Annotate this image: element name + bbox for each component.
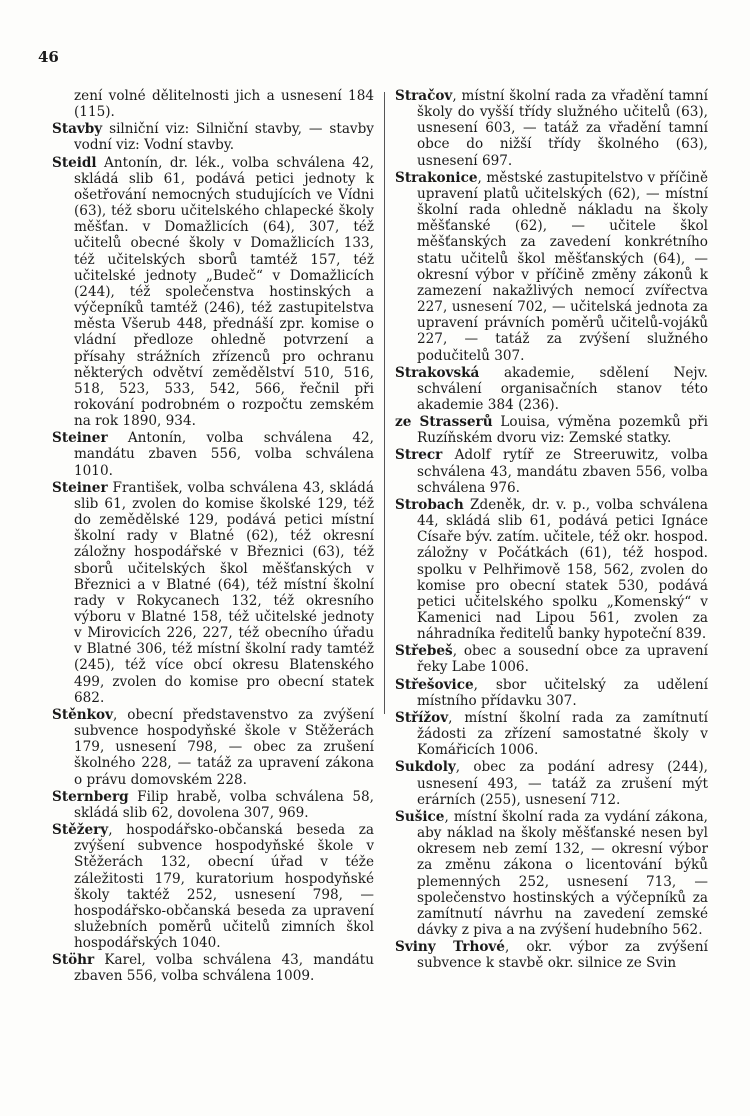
entry-text: silniční viz: Silniční stavby, — stavby vodní viz: Vodní stavby. [74, 121, 374, 154]
entry-headword: Steidl [52, 154, 97, 171]
entry-text: , místní školní rada za vydání zákona, aby náklad na školy měšťanské nesen byl okresem neb zemí 132, — okresní výbor za změnu zákona o licentování býků plemenných 252, usnesení 713, — společenstvo hostinských a výčepníků za zamítnutí návrhu na zavedení zemské dávky z piva a na zvýšení hudebního 562. [417, 808, 708, 938]
left-column [52, 88, 374, 986]
index-entry [395, 677, 708, 709]
entry-headword: Steiner [52, 479, 108, 496]
entry-text: , hospodářsko-občanská beseda za zvýšení subvence hospodyňské škole v Stěžerách 132, obecní úřad v téže záležitosti 179, kuratorium hospodyňské školy taktéž 252, usnesení 798, — hospodářsko-občanská beseda za upravení služebních poměrů učitelů zimních škol hospodářských 1040. [74, 822, 374, 952]
entry-headword: Steiner [52, 430, 108, 447]
entry-headword: Stavby [52, 121, 103, 138]
right-column [395, 88, 708, 972]
page-number: 46 [38, 48, 59, 66]
entry-headword: Strecr [395, 447, 443, 464]
entry-headword: Sukdoly [395, 759, 456, 776]
entry-headword: Stěnkov [52, 706, 114, 723]
index-entry [52, 121, 374, 153]
index-entry [52, 155, 374, 430]
entry-text: Filip hrabě, volba schválena 58, skládá slib 62, dovolena 307, 969. [74, 788, 374, 821]
entry-text: František, volba schválena 43, skládá slib 61, zvolen do komise školské 129, též do zemědělské 129, podává petici místní školní rady v Blatné (62), též okresní záložny hospodářské v Březnici (63), též sborů učitelských škol měšťanských v Březnici a v Blatné (64), též místní školní rady v Rokycanech 132, též okresního výboru v Blatné 158, též učitelské jednoty v Mirovicích 226, 227, též obecního úřadu v Blatné 306, též místní školní rady tamtéž (245), též více obcí okresu Blatenského 499, zvolen do komise pro obecní statek 682. [74, 479, 374, 706]
index-entry [395, 643, 708, 675]
entry-text: , místní školní rada za vřadění tamní školy do vyšší třídy služného učitelů (63), usnesení 603, — tatáž za vřadění tamní obce do nižší třídy školného (63), usnesení 697. [417, 88, 708, 169]
index-entry [52, 88, 374, 120]
entry-text: Antonín, dr. lék., volba schválena 42, skládá slib 61, podává petici jednoty k ošetřování nemocných studujících ve Vídni (63), též sboru učitelského chlapecké školy měšťan. v Domažlicích (64), 307, též učitelů obecné školy v Domažlicích 133, též učitelských sborů tamtéž 157, též učitelské jednoty „Budeč“ v Domažlicích (244), též společenstva hostinských a výčepníků tamtéž (246), též zastupitelstva města Všerub 448, přednáší zpr. komise o vládní předloze ohledně potvrzení a přísahy strážních zřízenců pro ochranu některých odvětví zemědělství 510, 516, 518, 523, 533, 542, 566, řečnil při rokování podrobném o rozpočtu zemském na rok 1890, 934. [74, 154, 374, 430]
entry-headword: Stöhr [52, 952, 95, 969]
index-entry [52, 789, 374, 821]
entry-text: , obec a sousední obce za upravení řeky Labe 1006. [417, 643, 708, 676]
index-entry [395, 365, 708, 413]
index-entry [395, 497, 708, 642]
entry-headword: Střešovice [395, 676, 474, 693]
entry-text: Zdeněk, dr. v. p., volba schválena 44, skládá slib 61, podává petici Ignáce Císaře býv. zatím. učitele, též okr. hospod. záložny v Počátkách (61), též hospod. spolku v Pelhřimově 158, 562, zvolen do komise pro obecní statek 530, podává petici učitelského spolku „Komenský“ v Kamenici nad Lipou 561, zvolen za náhradníka ředitelů banky hypoteční 839. [417, 496, 708, 643]
entry-headword: Sternberg [52, 788, 129, 805]
index-entry [52, 480, 374, 706]
entry-headword: Strakovská [395, 364, 480, 381]
entry-headword: Strobach [395, 496, 464, 513]
entry-headword: Sviny Trhové [395, 939, 505, 956]
entry-text: zení volné dělitelnosti jich a usnesení 184 (115). [74, 88, 374, 121]
entry-text: , okr. výbor za zvýšení subvence k stavbě okr. silnice ze Svin [417, 939, 708, 972]
index-entry [395, 710, 708, 758]
entry-headword: ze Strasserů [395, 414, 493, 431]
entry-text: , obec za podání adresy (244), usnesení 493, — tatáž za zrušení mýt erárních (255), usnesení 712. [417, 759, 708, 808]
entry-text: Antonín, volba schválena 42, mandátu zbaven 556, volba schválena 1010. [74, 430, 374, 479]
index-entry [395, 447, 708, 495]
entry-headword: Stračov [395, 88, 453, 104]
entry-text: , sbor učitelský za udělení místního přídavku 307. [417, 676, 708, 709]
entry-text: , obecní představenstvo za zvýšení subvence hospodyňské škole v Stěžerách 179, usnesení 798, — obec za zrušení školného 228, — tatáž za upravení zákona o právu domovském 228. [74, 706, 374, 788]
index-entry [52, 952, 374, 984]
entry-text: Karel, volba schválena 43, mandátu zbaven 556, volba schválena 1009. [74, 952, 374, 985]
index-entry [395, 939, 708, 971]
column-divider [384, 92, 385, 714]
entry-headword: Sušice [395, 808, 445, 825]
index-entry [52, 430, 374, 478]
entry-text: , místní školní rada za zamítnutí žádosti za zřízení samostatné školy v Komářicích 1006. [417, 709, 708, 759]
index-entry [52, 822, 374, 951]
entry-text: akademie, sdělení Nejv. schválení organisačních stanov této akademie 384 (236). [417, 364, 708, 413]
entry-text: Louisa, výměna pozemků při Ruzíňském dvoru viz: Zemské statky. [417, 414, 708, 447]
entry-text: , městské zastupitelstvo v příčině upravení platů učitelských (62), — místní školní rada ohledně nákladu na školy měšťanské (62), — učitele škol měšťanských za zavedení konkrétního statu učitelů škol měšťanských (64), — okresní výbor v příčině změny zákonů k zamezení nakažlivých nemocí zvířectva 227, usnesení 702, — učitelská jednota za upravení právních poměrů učitelů-vojáků 227, — tatáž za zvýšení služného podučitelů 307. [417, 169, 708, 364]
index-entry [395, 88, 708, 169]
entry-headword: Strakonice [395, 169, 478, 186]
index-entry [395, 170, 708, 364]
index-entry [52, 707, 374, 788]
entry-text: Adolf rytíř ze Streeruwitz, volba schválena 43, mandátu zbaven 556, volba schválena 976. [417, 447, 708, 496]
entry-headword: Střebeš [395, 643, 453, 660]
index-entry [395, 414, 708, 446]
entry-headword: Stěžery [52, 822, 109, 839]
entry-headword: Střížov [395, 709, 449, 726]
index-entry [395, 809, 708, 938]
index-entry [395, 759, 708, 807]
